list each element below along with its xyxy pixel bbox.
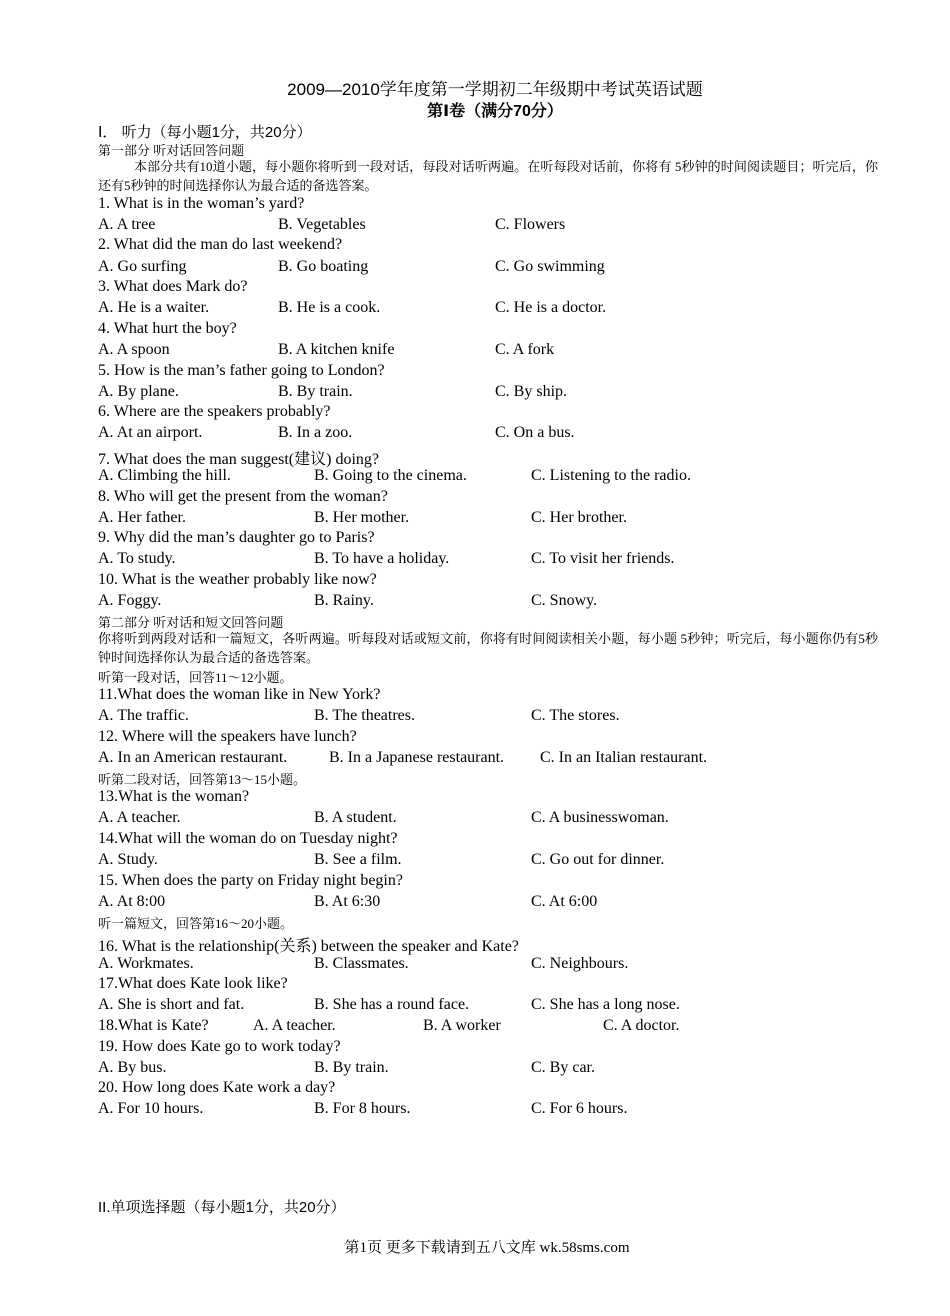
option-c: C. At 6:00 [531,893,598,910]
option-c: C. Her brother. [531,509,627,526]
option-c: C. Neighbours. [531,955,629,972]
question: 15. When does the party on Friday night begin? [98,872,403,889]
option-b: B. Classmates. [314,955,409,972]
option-c: C. A fork [495,341,555,358]
question: 1. What is in the woman’s yard? [98,195,305,212]
option-c: C. He is a doctor. [495,299,607,316]
question: 9. Why did the man’s daughter go to Paris? [98,529,375,546]
option-b: B. By train. [314,1059,389,1076]
option-b: B. For 8 hours. [314,1100,411,1117]
part-two-heading: 第二部分 听对话和短文回答问题 [98,615,284,630]
option-c: C. Snowy. [531,592,598,609]
option-c: C. In an Italian restaurant. [540,749,708,766]
option-a: A. Climbing the hill. [98,467,231,484]
option-a: A. By bus. [98,1059,167,1076]
option-c: C. For 6 hours. [531,1100,628,1117]
option-c: C. A doctor. [603,1017,680,1034]
question: 11.What does the woman like in New York? [98,686,381,703]
question: 20. How long does Kate work a day? [98,1079,336,1096]
option-b: B. Going to the cinema. [314,467,467,484]
option-a: A. He is a waiter. [98,299,210,316]
option-b: B. The theatres. [314,707,416,724]
exam-title: 2009—2010学年度第一学期初二年级期中考试英语试题 [287,80,703,99]
option-b: B. To have a holiday. [314,550,450,567]
multiple-choice-heading: II.单项选择题（每小题1分，共20分） [98,1199,346,1216]
option-a: A. Foggy. [98,592,162,609]
option-a: A. At an airport. [98,424,203,441]
option-b: B. He is a cook. [278,299,381,316]
option-c: C. By ship. [495,383,568,400]
option-a: A. A teacher. [253,1017,336,1034]
option-a: A. By plane. [98,383,179,400]
part-one-intro: 本部分共有10道小题，每小题你将听到一段对话，每段对话听两遍。在听每段对话前，你将有 5秒钟的时间阅读题目；听完后，你还有5秒钟的时间选择你认为最合适的备选答案。 [98,159,878,193]
option-a: A. To study. [98,550,176,567]
option-c: C. A businesswoman. [531,809,669,826]
option-a: A. A spoon [98,341,170,358]
listening-heading: Ⅰ． 听力（每小题1分，共20分） [98,124,312,141]
option-b: B. She has a round face. [314,996,470,1013]
option-c: C. By car. [531,1059,595,1076]
section-note: 听第一段对话，回答11～12小题。 [98,670,293,685]
question: 2. What did the man do last weekend? [98,236,343,253]
option-c: C. She has a long nose. [531,996,680,1013]
part-one-heading: 第一部分 听对话回答问题 [98,143,245,158]
question: 13.What is the woman? [98,788,250,805]
option-b: B. A kitchen knife [278,341,395,358]
option-a: A. Her father. [98,509,186,526]
option-a: A. Go surfing [98,258,187,275]
question: 18.What is Kate? [98,1017,209,1034]
section-note: 听一篇短文，回答第16～20小题。 [98,916,294,931]
option-b: B. Her mother. [314,509,410,526]
question: 7. What does the man suggest(建议) doing? [98,451,379,468]
section-note: 听第二段对话，回答第13～15小题。 [98,772,307,787]
option-c: C. Listening to the radio. [531,467,691,484]
question: 3. What does Mark do? [98,278,248,295]
option-b: B. A student. [314,809,397,826]
option-b: B. In a zoo. [278,424,353,441]
option-a: A. A teacher. [98,809,181,826]
option-c: C. The stores. [531,707,620,724]
question: 19. How does Kate go to work today? [98,1038,341,1055]
option-b: B. A worker [423,1017,501,1034]
question: 17.What does Kate look like? [98,975,288,992]
question: 10. What is the weather probably like now? [98,571,377,588]
question: 16. What is the relationship(关系) between the speaker and Kate? [98,938,519,955]
option-a: A. At 8:00 [98,893,166,910]
option-c: C. Go swimming [495,258,605,275]
question: 14.What will the woman do on Tuesday night? [98,830,398,847]
option-a: A. For 10 hours. [98,1100,204,1117]
question: 6. Where are the speakers probably? [98,403,331,420]
option-a: A. She is short and fat. [98,996,245,1013]
question: 12. Where will the speakers have lunch? [98,728,357,745]
option-c: C. Flowers [495,216,566,233]
option-b: B. In a Japanese restaurant. [329,749,505,766]
option-c: C. Go out for dinner. [531,851,665,868]
option-a: A. The traffic. [98,707,189,724]
option-b: B. Go boating [278,258,369,275]
option-a: A. Study. [98,851,158,868]
exam-subtitle: 第Ⅰ卷（满分70分） [427,103,563,120]
option-b: B. Rainy. [314,592,374,609]
option-c: C. To visit her friends. [531,550,675,567]
question: 8. Who will get the present from the woman? [98,488,388,505]
option-b: B. At 6:30 [314,893,381,910]
question: 5. How is the man’s father going to London? [98,362,385,379]
option-b: B. By train. [278,383,353,400]
option-a: A. Workmates. [98,955,194,972]
option-b: B. Vegetables [278,216,366,233]
option-a: A. In an American restaurant. [98,749,288,766]
option-a: A. A tree [98,216,156,233]
part-two-intro: 你将听到两段对话和一篇短文，各听两遍。听每段对话或短文前，你将有时间阅读相关小题，每小题 5秒钟；听完后，每小题你仍有5秒钟时间选择你认为最合适的备选答案。 [98,631,878,665]
question: 4. What hurt the boy? [98,320,237,337]
option-b: B. See a film. [314,851,402,868]
option-c: C. On a bus. [495,424,575,441]
page-footer: 第1页 更多下载请到五八文库 wk.58sms.com [344,1240,630,1256]
